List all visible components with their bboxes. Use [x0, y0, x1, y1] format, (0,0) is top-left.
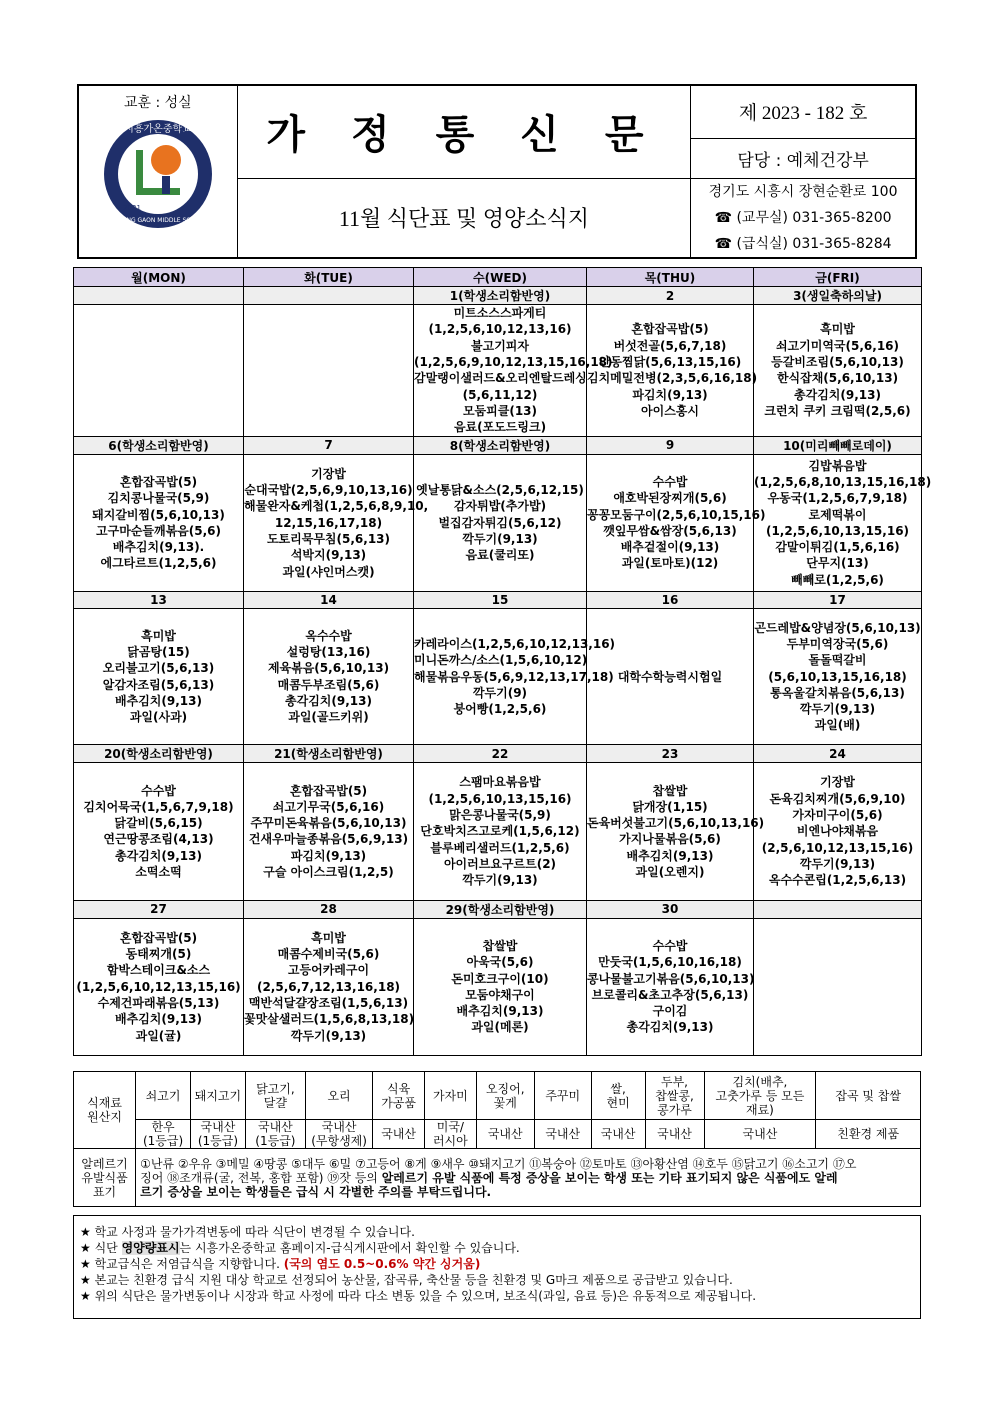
menu-item: 두부미역장국(5,6): [786, 636, 889, 651]
menu-item: 연근땅콩조림(4,13): [103, 832, 214, 847]
ingredient-name: 닭고기, 달걀: [245, 1072, 305, 1120]
menu-item: 12,15,16,17,18): [274, 515, 383, 530]
menu-item: 음료(쿨리또): [465, 548, 535, 563]
menu-item: 에그타르트(1,2,5,6): [100, 556, 217, 571]
meal-row: [74, 305, 922, 437]
meal-cell: [754, 918, 922, 1055]
department: 담당 : 예체건강부: [737, 150, 869, 171]
allergy-warning-end: [140, 1185, 916, 1199]
menu-item: 애호박된장찌개(5,6): [613, 491, 727, 506]
menu-item: 혼합잡곡밥(5): [119, 474, 198, 489]
ingredient-name: 주꾸미: [534, 1072, 591, 1120]
menu-item: 배추김치(9,13): [115, 693, 202, 708]
menu-item: 아욱국(5,6): [466, 955, 534, 970]
meal-cell: [754, 609, 922, 745]
menu-item: 카레라이스(1,2,5,6,10,12,13,16): [414, 636, 616, 651]
ingredient-name: 잡곡 및 찹쌀: [816, 1072, 921, 1120]
menu-item: 닭개장(1,15): [632, 799, 708, 814]
phone-cafeteria: ☎ (급식실) 031-365-8284: [714, 235, 892, 252]
date-cell: 9: [587, 436, 754, 454]
issue-cell: [691, 85, 916, 138]
menu-item: 맑은콩나물국(5,9): [449, 808, 551, 823]
weekday-header: 금(FRI): [754, 268, 922, 287]
meal-cell: [74, 305, 244, 437]
note-3-salt: (국의 염도 0.5~0.6% 약간 싱거움): [283, 1257, 481, 1271]
note-2-start: ★ 식단: [80, 1241, 122, 1255]
page-subtitle: 11월 식단표 및 영양소식지: [338, 206, 590, 231]
ingredient-name: 식육 가공품: [373, 1072, 425, 1120]
menu-item: 빼빼로(1,2,5,6): [791, 572, 884, 587]
menu-item: 동태찌개(5): [125, 947, 192, 962]
menu-item: 수제건파래볶음(5,13): [97, 995, 220, 1010]
menu-item: 흑미밥: [311, 930, 346, 945]
menu-item: 순대국밥(2,5,6,9,10,13,16): [244, 483, 413, 498]
menu-item: 깻잎무쌈&쌈장(5,6,13): [603, 523, 737, 538]
menu-item: 고등어카레구이: [287, 963, 370, 978]
menu-item: 깍두기(9,13): [799, 702, 876, 717]
date-cell: [74, 287, 244, 305]
date-cell: 8(학생소리함반영): [414, 436, 587, 454]
school-motto: 교훈 : 성실: [123, 95, 192, 111]
menu-item: 쇠고기미역국(5,6,16): [775, 338, 900, 353]
allergy-info: [136, 1149, 921, 1207]
menu-item: 과일(골드키위): [288, 710, 369, 725]
note-5: ★ 위의 식단은 물가변동이나 시장과 학교 사정에 따라 다소 변동 있을 수 있으며, 보조식(과일, 음료 등)은 유동적으로 제공됩니다.: [80, 1289, 757, 1303]
date-cell: 7: [244, 436, 414, 454]
meal-cell: [414, 609, 616, 745]
date-row: [74, 287, 922, 305]
ingredient-name: 쌀, 현미: [591, 1072, 645, 1120]
menu-table: [73, 267, 932, 1056]
menu-item: 만둣국(1,5,6,10,16,18): [598, 955, 742, 970]
menu-item: 닭곰탕(15): [127, 645, 190, 660]
header-table: [77, 84, 917, 259]
date-cell: 17: [754, 591, 922, 608]
ingredient-origin: 국내산: [534, 1120, 591, 1149]
menu-item: 고구마순들깨볶음(5,6): [96, 523, 221, 538]
date-cell: [754, 900, 922, 918]
menu-item: 석박지(9,13): [290, 548, 367, 563]
menu-item: 로제떡볶이: [808, 507, 867, 522]
date-cell: 1(학생소리함반영): [414, 287, 587, 305]
date-cell: [244, 287, 414, 305]
ingredient-origin: 국내산 (1등급): [191, 1120, 246, 1149]
date-cell: 30: [587, 900, 754, 918]
menu-item: 콩나물불고기볶음(5,6,10,13): [587, 971, 755, 986]
weekday-header: 수(WED): [414, 268, 587, 287]
menu-item: 과일(귤): [135, 1028, 182, 1043]
menu-item: 음료(포도드링크): [453, 420, 547, 435]
ingredient-origin: 한우 (1등급): [136, 1120, 191, 1149]
allergy-warning: 알레르기 유발 식품에 특정 증상을 보이는 학생 또는 기타 표기되지 않은 식품에도 알레: [381, 1170, 838, 1185]
menu-item: 배추김치(9,13): [456, 1004, 544, 1019]
meal-cell: [587, 305, 758, 437]
meal-cell: [244, 305, 414, 437]
menu-item: 감자튀밥(추가밥): [453, 499, 547, 514]
menu-item: 단무지(13): [806, 556, 869, 571]
menu-item: 깍두기(9,13): [462, 873, 538, 888]
ingredient-name: 가자미: [424, 1072, 476, 1120]
menu-item: 구슬 아이스크림(1,2,5): [263, 865, 394, 880]
weekday-header: 화(TUE): [244, 268, 414, 287]
allergy-warning-text: 르기 증상을 보이는 학생들은 급식 시 각별한 주의를 부탁드립니다.: [140, 1184, 492, 1199]
contact-cell: [691, 178, 916, 258]
menu-item: (1,2,5,6,10,12,13,16): [428, 322, 572, 337]
menu-item: 해물볶음우동(5,6,9,12,13,17,18): [414, 669, 614, 684]
dept-cell: [691, 138, 916, 178]
menu-item: 돼지갈비찜(5,6,10,13): [92, 507, 225, 522]
menu-item: 알감자조림(5,6,13): [102, 677, 215, 692]
menu-item: 과일(토마토)(12): [621, 556, 719, 571]
menu-item: 매콤두부조림(5,6): [277, 677, 380, 692]
meal-cell: [587, 763, 765, 900]
date-cell: 27: [74, 900, 244, 918]
date-cell: 2: [587, 287, 754, 305]
menu-item: 총각김치(9,13): [115, 848, 202, 863]
menu-item: 단호박치즈고로케(1,5,6,12): [420, 824, 580, 839]
menu-item: 수수밥: [652, 474, 688, 489]
menu-item: 닭갈비(5,6,15): [114, 816, 203, 831]
date-cell: 24: [754, 745, 922, 763]
menu-item: 배추겉절이(9,13): [620, 540, 720, 555]
menu-item: (1,2,5,6,9,10,12,13,15,16,18): [414, 355, 613, 370]
meal-cell: [587, 918, 754, 1055]
date-cell: 23: [587, 745, 754, 763]
ingredient-name: 오리: [305, 1072, 372, 1120]
menu-item: 김치메밀전병(2,3,5,6,16,18): [587, 371, 758, 386]
menu-item: 우동국(1,2,5,6,7,9,18): [767, 491, 908, 506]
menu-item: 혼합잡곡밥(5): [119, 930, 198, 945]
menu-item: 배추김치(9,13).: [112, 540, 205, 555]
menu-item: 함박스테이크&소스: [106, 963, 211, 978]
school-logo-icon: [102, 118, 214, 230]
menu-item: 비엔나야채볶음: [796, 824, 879, 839]
menu-item: 매콤수제비국(5,6): [277, 947, 380, 962]
menu-item: 흑미밥: [820, 322, 855, 337]
menu-item: (5,6,10,13,15,16,18): [768, 669, 907, 684]
date-cell: 10(미리빼빼로데이): [754, 436, 922, 454]
ingredient-name: 두부, 찹쌀콩, 콩가루: [645, 1072, 704, 1120]
menu-item: 모둠피클(13): [462, 403, 538, 418]
ingredient-origin: 국내산 (무항생제): [305, 1120, 372, 1149]
meal-row: [74, 763, 922, 900]
weekday-header: 목(THU): [587, 268, 754, 287]
date-cell: 14: [244, 591, 414, 608]
menu-item: 기장밥: [820, 775, 855, 790]
date-row: [74, 436, 922, 454]
meal-cell: [587, 454, 766, 591]
title-cell: [237, 85, 690, 178]
meal-cell: [414, 918, 587, 1055]
note-2: [80, 1240, 914, 1256]
menu-item: (1,2,5,6,10,13,15,16): [765, 523, 910, 538]
weekday-header-row: [74, 268, 922, 287]
menu-item: 총각김치(9,13): [285, 693, 372, 708]
ingredient-origin: 국내산: [704, 1120, 816, 1149]
ingredient-name: 김치(배추, 고춧가루 등 모든 재료): [704, 1072, 816, 1120]
notes-box: [73, 1215, 921, 1319]
date-cell: 21(학생소리함반영): [244, 745, 414, 763]
menu-item: 도토리묵무침(5,6,13): [266, 531, 391, 546]
menu-item: 총각김치(9,13): [626, 1020, 714, 1035]
note-3-start: ★ 학교급식은 저염급식을 지향합니다.: [80, 1257, 284, 1271]
meal-row: [74, 918, 922, 1055]
ingredient-origin: 미국/ 러시아: [424, 1120, 476, 1149]
ingredient-name: 쇠고기: [136, 1072, 191, 1120]
menu-item: 수수밥: [652, 938, 688, 953]
meal-cell: [414, 763, 587, 900]
logo-text-bottom: SIHEUNG GAON MIDDLE SCHOOL: [108, 217, 208, 224]
menu-item: (2,5,6,7,12,13,16,18): [256, 979, 401, 994]
allergy-list-end: 징어 ⑱조개류(굴, 전복, 홍합 포함) ⑲잣 등의: [140, 1170, 382, 1185]
menu-item: 깍두기(9,13): [290, 1028, 367, 1043]
menu-item: 아이스홍시: [641, 403, 699, 418]
phone-office: ☎ (교무실) 031-365-8200: [714, 209, 892, 226]
ingredient-name: 돼지고기: [191, 1072, 246, 1120]
menu-item: 옥수수밥: [305, 628, 352, 643]
meal-cell: [754, 763, 922, 900]
menu-item: 돈미호크구이(10): [451, 971, 549, 986]
menu-item: 돌돌떡갈비: [808, 653, 867, 668]
menu-item: 감말이튀김(1,5,6,16): [775, 540, 900, 555]
meal-cell: [754, 305, 922, 437]
menu-item: 배추김치(9,13): [115, 1012, 202, 1027]
note-2-end: 는 시흥가온중학교 홈페이지-급식게시판에서 확인할 수 있습니다.: [179, 1241, 520, 1255]
menu-item: 꽁꽁모둠구이(2,5,6,10,15,16): [587, 507, 766, 522]
menu-item: 미트소스스파게티: [453, 306, 547, 321]
menu-item: 파김치(9,13): [632, 387, 708, 402]
allergy-list: ①난류 ②우유 ③메밀 ④땅콩 ⑤대두 ⑥밀 ⑦고등어 ⑧게 ⑨새우 ⑩돼지고기 ⑪복숭아 ⑫토마토 ⑬아황산염 ⑭호두 ⑮닭고기 ⑯소고기 ⑰오: [140, 1156, 857, 1171]
date-cell: 28: [244, 900, 414, 918]
menu-item: 설렁탕(13,16): [286, 645, 371, 660]
menu-item: (2,5,6,10,12,13,15,16): [761, 840, 914, 855]
menu-item: 수수밥: [141, 783, 176, 798]
menu-item: 오리불고기(5,6,13): [102, 661, 215, 676]
menu-item: 혼합잡곡밥(5): [631, 322, 709, 337]
ingredients-table: [73, 1071, 921, 1207]
menu-item: 불고기피자: [471, 338, 529, 353]
date-row: [74, 591, 922, 608]
menu-item: (1,2,5,6,10,12,13,15,16): [76, 979, 241, 994]
issue-number: 제 2023 - 182 호: [738, 103, 868, 125]
note-3: [80, 1256, 914, 1272]
menu-item: 가지나물볶음(5,6): [619, 832, 721, 847]
allergy-list-cont: [140, 1171, 916, 1185]
menu-item: 찹쌀밥: [652, 783, 688, 798]
menu-item: 옛날통닭&소스(2,5,6,12,15): [416, 483, 584, 498]
meal-cell: [74, 609, 244, 745]
meal-cell: [754, 454, 932, 591]
date-cell: 29(학생소리함반영): [414, 900, 587, 918]
meal-cell: [414, 305, 613, 437]
menu-item: 과일(메론): [471, 1020, 529, 1035]
menu-item: 크런치 쿠키 크림떡(2,5,6): [764, 403, 911, 418]
menu-item: 해물완자&케첩(1,2,5,6,8,9,10,: [244, 499, 429, 514]
menu-item: 꽃맛살샐러드(1,5,6,8,13,18): [244, 1012, 415, 1027]
menu-item: 배추김치(9,13): [626, 848, 714, 863]
menu-item: 과일(샤인머스캣): [282, 564, 375, 579]
menu-item: 감말랭이샐러드&오리엔탈드레싱: [414, 371, 587, 386]
ingredient-name-row: [74, 1072, 921, 1120]
menu-item: 과일(배): [814, 718, 861, 733]
meal-cell: [244, 763, 414, 900]
note-4: ★ 본교는 친환경 급식 지원 대상 학교로 선정되어 농산물, 잡곡류, 축산물 등을 친환경 및 G마크 제품으로 공급받고 있습니다.: [80, 1273, 733, 1287]
menu-item: 아이러브요구르트(2): [443, 856, 557, 871]
menu-item: 안동찜닭(5,6,13,15,16): [598, 355, 742, 370]
origin-row-label: 식재료 원산지: [74, 1072, 136, 1149]
note-2-highlight: 영양량표시: [121, 1241, 180, 1255]
menu-item: 총각김치(9,13): [794, 387, 881, 402]
meal-row: [74, 454, 922, 591]
menu-item: 쇠고기무국(5,6,16): [272, 799, 385, 814]
ingredient-origin: 국내산: [591, 1120, 645, 1149]
subtitle-cell: [237, 178, 690, 258]
school-address: 경기도 시흥시 장현순환로 100: [708, 183, 898, 200]
date-cell: 13: [74, 591, 244, 608]
ingredient-origin: 국내산: [476, 1120, 534, 1149]
menu-item: 김밥볶음밥: [808, 458, 867, 473]
menu-item: 통옥울갈치볶음(5,6,13): [770, 685, 905, 700]
menu-item: 모둠야채구이: [465, 987, 535, 1002]
menu-item: 기장밥: [311, 466, 346, 481]
ingredient-origin: 국내산: [645, 1120, 704, 1149]
menu-item: 흑미밥: [141, 628, 176, 643]
menu-item: 가자미구이(5,6): [792, 808, 883, 823]
menu-item: 맥반석달걀장조림(1,5,6,13): [248, 995, 409, 1010]
menu-item: 대학수학능력시험일: [617, 669, 723, 684]
menu-item: 건새우마늘종볶음(5,6,9,13): [248, 832, 409, 847]
menu-item: 등갈비조림(5,6,10,13): [771, 355, 904, 370]
page-title: 가 정 통 신 문: [266, 112, 662, 158]
ingredient-origin: 국내산: [373, 1120, 425, 1149]
menu-item: 버섯전골(5,6,7,18): [613, 338, 727, 353]
date-cell: 15: [414, 591, 587, 608]
logo-text-top: 시흥가온중학교: [124, 124, 192, 135]
menu-item: 곤드레밥&양념장(5,6,10,13): [754, 620, 921, 635]
menu-item: 벌집감자튀김(5,6,12): [438, 515, 562, 530]
allergy-label: 알레르기 유발식품 표기: [74, 1149, 136, 1207]
ingredient-origin: 친환경 제품: [816, 1120, 921, 1149]
menu-item: 혼합잡곡밥(5): [289, 783, 368, 798]
meal-cell: [74, 454, 244, 591]
menu-item: 깍두기(9,13): [462, 531, 538, 546]
menu-item: 파김치(9,13): [290, 848, 367, 863]
menu-item: 깍두기(9,13): [799, 856, 876, 871]
menu-item: 구이김: [652, 1004, 688, 1019]
date-row: [74, 745, 922, 763]
menu-item: 한식잡채(5,6,10,13): [776, 371, 899, 386]
weekday-header: 월(MON): [74, 268, 244, 287]
date-cell: 22: [414, 745, 587, 763]
menu-item: 찹쌀밥: [482, 938, 518, 953]
meal-cell: [244, 454, 429, 591]
menu-item: 소떡소떡: [135, 865, 182, 880]
logo-year: 2021: [122, 204, 141, 212]
menu-item: 미니돈까스/소스(1,5,6,10,12): [414, 653, 588, 668]
meal-cell: [74, 918, 244, 1055]
menu-item: 붕어빵(1,2,5,6): [453, 702, 547, 717]
menu-item: 과일(오렌지): [635, 865, 705, 880]
meal-cell: [74, 763, 244, 900]
menu-item: (1,2,5,6,8,10,13,15,16,18): [754, 474, 932, 489]
menu-item: 돈육김치찌개(5,6,9,10): [769, 791, 906, 806]
date-cell: 3(생일축하의날): [754, 287, 922, 305]
ingredient-name: 오징어, 꽃게: [476, 1072, 534, 1120]
date-cell: 6(학생소리함반영): [74, 436, 244, 454]
menu-item: 김치콩나물국(5,9): [107, 491, 210, 506]
menu-item: 블루베리샐러드(1,2,5,6): [430, 840, 570, 855]
meal-cell: [414, 454, 587, 591]
menu-item: 깍두기(9): [472, 685, 528, 700]
date-row: [74, 900, 922, 918]
ingredient-origin: 국내산 (1등급): [245, 1120, 305, 1149]
menu-body: [74, 287, 932, 1056]
menu-item: 스팸마요볶음밥: [459, 775, 541, 790]
menu-item: 제육볶음(5,6,10,13): [267, 661, 390, 676]
note-1: ★ 학교 사정과 물가가격변동에 따라 식단이 변경될 수 있습니다.: [80, 1225, 415, 1239]
logo-cell: [78, 85, 237, 258]
meal-row: [74, 609, 922, 745]
meal-cell: [244, 609, 414, 745]
menu-item: (5,6,11,12): [462, 387, 538, 402]
menu-item: 돈육버섯불고기(5,6,10,13,16): [587, 816, 765, 831]
menu-item: 브로콜리&초고추장(5,6,13): [591, 987, 749, 1002]
meal-cell: [244, 918, 414, 1055]
menu-item: 과일(사과): [129, 710, 188, 725]
origin-row: [74, 1120, 921, 1149]
menu-item: 옥수수콘립(1,2,5,6,13): [768, 873, 907, 888]
date-cell: 20(학생소리함반영): [74, 745, 244, 763]
menu-item: 주꾸미돈육볶음(5,6,10,13): [250, 816, 407, 831]
date-cell: 16: [587, 591, 754, 608]
allergy-row: [74, 1149, 921, 1207]
menu-item: 김치어묵국(1,5,6,7,9,18): [83, 799, 234, 814]
menu-item: (1,2,5,6,10,13,15,16): [428, 791, 572, 806]
